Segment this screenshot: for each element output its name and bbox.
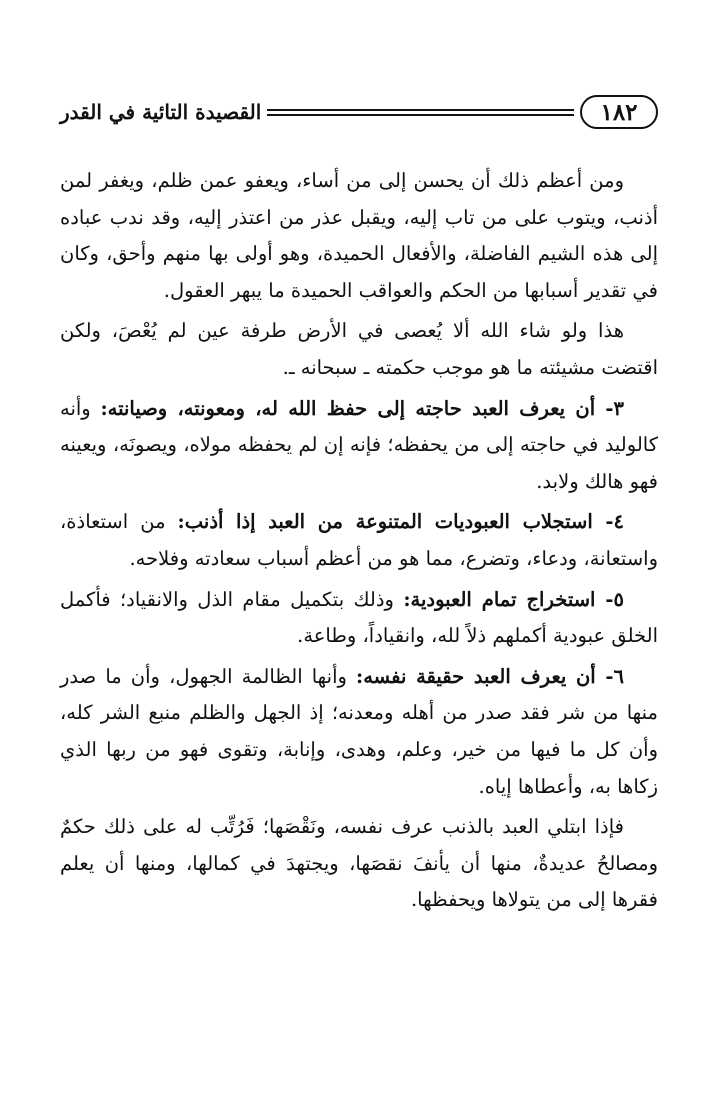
paragraph-4	[60, 504, 658, 577]
paragraph-text: من استعاذة، واستعانة، ودعاء، وتضرع، مما هو من أعظم أسباب سعادته وفلاحه.	[60, 510, 658, 570]
paragraph-5	[60, 582, 658, 655]
numbered-point-heading: ٦- أن يعرف العبد حقيقة نفسه:	[356, 664, 624, 688]
numbered-point-heading: ٥- استخراج تمام العبودية:	[403, 587, 624, 611]
paragraph-1	[60, 163, 658, 309]
paragraph-7	[60, 809, 658, 919]
running-title: القصيدة التائية في القدر	[60, 100, 262, 124]
paragraph-text: فإذا ابتلي العبد بالذنب عرف نفسه، ونَقْصَها؛ فَرُتِّب له على ذلك حكمٌ ومصالحُ عديدةٌ، منها أن يأنفَ نقصَها، ويجتهدَ في كمالها، ومنها أن يعلم فقرها إلى من يتولاها ويحفظها.	[60, 815, 658, 912]
paragraph-3	[60, 391, 658, 501]
paragraph-text: وأنه كالوليد في حاجته إلى من يحفظه؛ فإنه إن لم يحفظه مولاه، ويصونَه، ويعينه فهو هالك ولابد.	[60, 396, 658, 493]
paragraph-2	[60, 313, 658, 386]
paragraph-text: وذلك بتكميل مقام الذل والانقياد؛ فأكمل الخلق عبودية أكملهم ذلاً لله، وانقياداً، وطاعة.	[60, 587, 658, 648]
page-header	[60, 92, 658, 132]
paragraph-6	[60, 659, 658, 805]
paragraph-text: ومن أعظم ذلك أن يحسن إلى من أساء، ويعفو عمن ظلم، ويغفر لمن أذنب، ويتوب على من تاب إليه، ويقبل عذر من اعتذر إليه، وقد ندب عباده إلى هذه الشيم الفاضلة، والأفعال الحميدة، وهو أولى بها منهم وأحق، وكان في تقدير أسبابها من الحكم والعواقب الحميدة ما يبهر العقول.	[60, 169, 658, 302]
numbered-point-heading: ٤- استجلاب العبوديات المتنوعة من العبد إذا أذنب:	[177, 510, 624, 534]
page-body	[60, 163, 658, 923]
paragraph-text: وأنها الظالمة الجهول، وأن ما صدر منها من شر فقد صدر من أهله ومعدنه؛ إذ الجهل والظلم منبع الشر كله، وأن كل ما فيها من خير، وعلم، وهدى، وإنابة، وتقوى فهو من ربها الذي زكاها به، وأعطاها إياه.	[60, 664, 658, 798]
header-double-rule	[267, 109, 574, 116]
page-number: ١٨٢	[580, 95, 658, 129]
numbered-point-heading: ٣- أن يعرف العبد حاجته إلى حفظ الله له، ومعونته، وصيانته:	[100, 396, 624, 420]
paragraph-text: هذا ولو شاء الله ألا يُعصى في الأرض طرفة عين لم يُعْصَ، ولكن اقتضت مشيئته ما هو موجب حكمته ـ سبحانه ـ.	[60, 319, 658, 379]
